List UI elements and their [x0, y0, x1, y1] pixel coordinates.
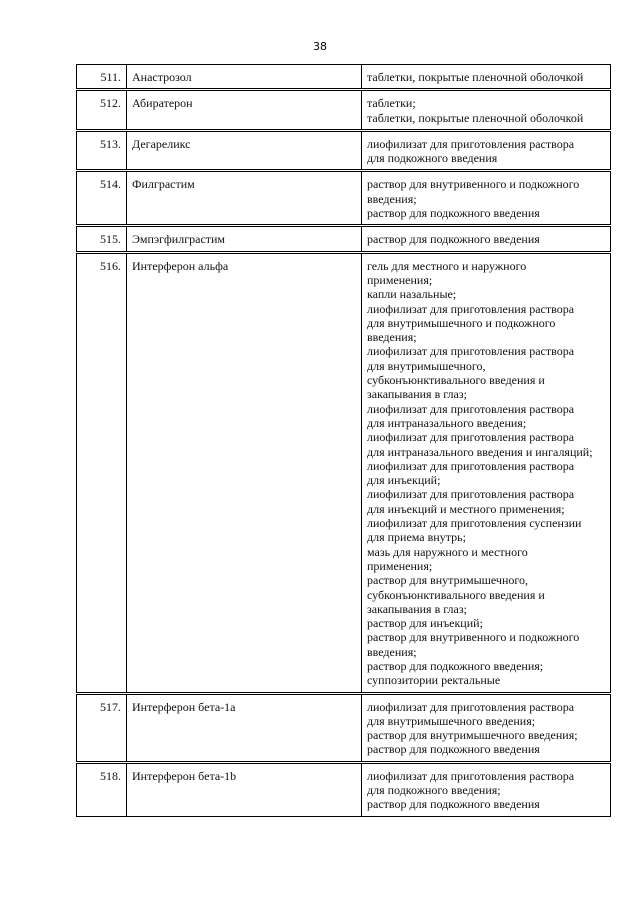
dosage-form-line: для инъекций и местного применения;	[367, 501, 565, 516]
dosage-forms	[362, 226, 611, 252]
dosage-form-line: таблетки;	[367, 96, 416, 111]
page-number: 38	[313, 40, 327, 53]
dosage-form-line: таблетки, покрытые пленочной оболочкой	[367, 70, 584, 84]
dosage-form-line: введения;	[367, 330, 417, 345]
dosage-form-line: лиофилизат для приготовления раствора	[367, 136, 575, 151]
dosage-form-line: лиофилизат для приготовления раствора	[367, 344, 575, 359]
drug-table	[76, 64, 611, 817]
dosage-form-line: лиофилизат для приготовления раствора	[367, 401, 575, 416]
dosage-forms	[362, 130, 611, 171]
drug-name: Интерферон альфа	[127, 252, 362, 693]
dosage-form-line: закапывания в глаз;	[367, 387, 467, 402]
dosage-form-line: лиофилизат для приготовления раствора	[367, 301, 575, 316]
dosage-form-line: для приема внутрь;	[367, 530, 466, 545]
dosage-forms	[362, 90, 611, 131]
dosage-form-line: раствор для подкожного введения	[367, 797, 540, 812]
table-row	[77, 90, 611, 131]
drug-name: Анастрозол	[127, 65, 362, 90]
dosage-form-line: раствор для подкожного введения	[367, 206, 540, 221]
row-number: 514.	[77, 171, 127, 226]
dosage-form-line: лиофилизат для приготовления раствора	[367, 430, 575, 445]
dosage-forms	[362, 171, 611, 226]
table-row	[77, 171, 611, 226]
dosage-form-line: раствор для подкожного введения	[367, 232, 540, 247]
row-number: 516.	[77, 252, 127, 693]
dosage-form-line: раствор для внутримышечного введения;	[367, 728, 578, 743]
dosage-form-line: лиофилизат для приготовления раствора	[367, 699, 575, 714]
dosage-form-line: введения;	[367, 191, 417, 206]
dosage-form-line: капли назальные;	[367, 287, 457, 302]
dosage-form-line: лиофилизат для приготовления раствора	[367, 768, 575, 783]
row-number: 515.	[77, 226, 127, 252]
dosage-form-line: для инъекций;	[367, 473, 441, 488]
dosage-form-line: применения;	[367, 272, 433, 287]
drug-name: Дегареликс	[127, 130, 362, 171]
drug-name: Интерферон бета-1b	[127, 762, 362, 816]
dosage-form-line: применения;	[367, 558, 433, 573]
dosage-form-line: лиофилизат для приготовления раствора	[367, 458, 575, 473]
dosage-form-line: раствор для инъекций;	[367, 616, 483, 631]
dosage-form-line: субконъюнктивального введения и	[367, 373, 545, 388]
dosage-form-line: закапывания в глаз;	[367, 601, 467, 616]
dosage-form-line: для интраназального введения и ингаляций;	[367, 444, 593, 459]
dosage-form-line: лиофилизат для приготовления раствора	[367, 487, 575, 502]
dosage-form-line: субконъюнктивального введения и	[367, 587, 545, 602]
dosage-form-line: введения;	[367, 644, 417, 659]
dosage-form-line: таблетки, покрытые пленочной оболочкой	[367, 110, 584, 125]
dosage-form-line: раствор для внутримышечного,	[367, 573, 528, 588]
dosage-form-line: мазь для наружного и местного	[367, 544, 528, 559]
row-number: 518.	[77, 762, 127, 816]
dosage-form-line: для интраназального введения;	[367, 415, 527, 430]
dosage-forms	[362, 762, 611, 816]
table-row	[77, 252, 611, 693]
row-number: 512.	[77, 90, 127, 131]
dosage-form-line: для подкожного введения;	[367, 783, 501, 798]
dosage-forms	[362, 693, 611, 762]
dosage-form-line: для внутримышечного введения;	[367, 713, 536, 728]
table-row	[77, 130, 611, 171]
table-row	[77, 226, 611, 252]
dosage-forms	[362, 65, 611, 90]
dosage-form-line: для внутримышечного и подкожного	[367, 315, 556, 330]
dosage-form-line: раствор для подкожного введения	[367, 742, 540, 757]
dosage-form-line: гель для местного и наружного	[367, 258, 527, 273]
dosage-form-line: суппозитории ректальные	[367, 673, 501, 688]
table-body	[77, 65, 611, 817]
dosage-form-line: раствор для внутривенного и подкожного	[367, 177, 580, 192]
drug-name: Филграстим	[127, 171, 362, 226]
dosage-form-line: раствор для внутривенного и подкожного	[367, 630, 580, 645]
dosage-forms	[362, 252, 611, 693]
dosage-form-line: для внутримышечного,	[367, 358, 486, 373]
drug-name: Интерферон бета-1a	[127, 693, 362, 762]
drug-name: Абиратерон	[127, 90, 362, 131]
dosage-form-line: лиофилизат для приготовления суспензии	[367, 516, 582, 531]
table-row	[77, 762, 611, 816]
drug-name: Эмпэгфилграстим	[127, 226, 362, 252]
table-row	[77, 65, 611, 90]
dosage-form-line: раствор для подкожного введения;	[367, 658, 544, 673]
row-number: 517.	[77, 693, 127, 762]
table-row	[77, 693, 611, 762]
row-number: 511.	[77, 65, 127, 90]
row-number: 513.	[77, 130, 127, 171]
dosage-form-line: для подкожного введения	[367, 151, 498, 166]
